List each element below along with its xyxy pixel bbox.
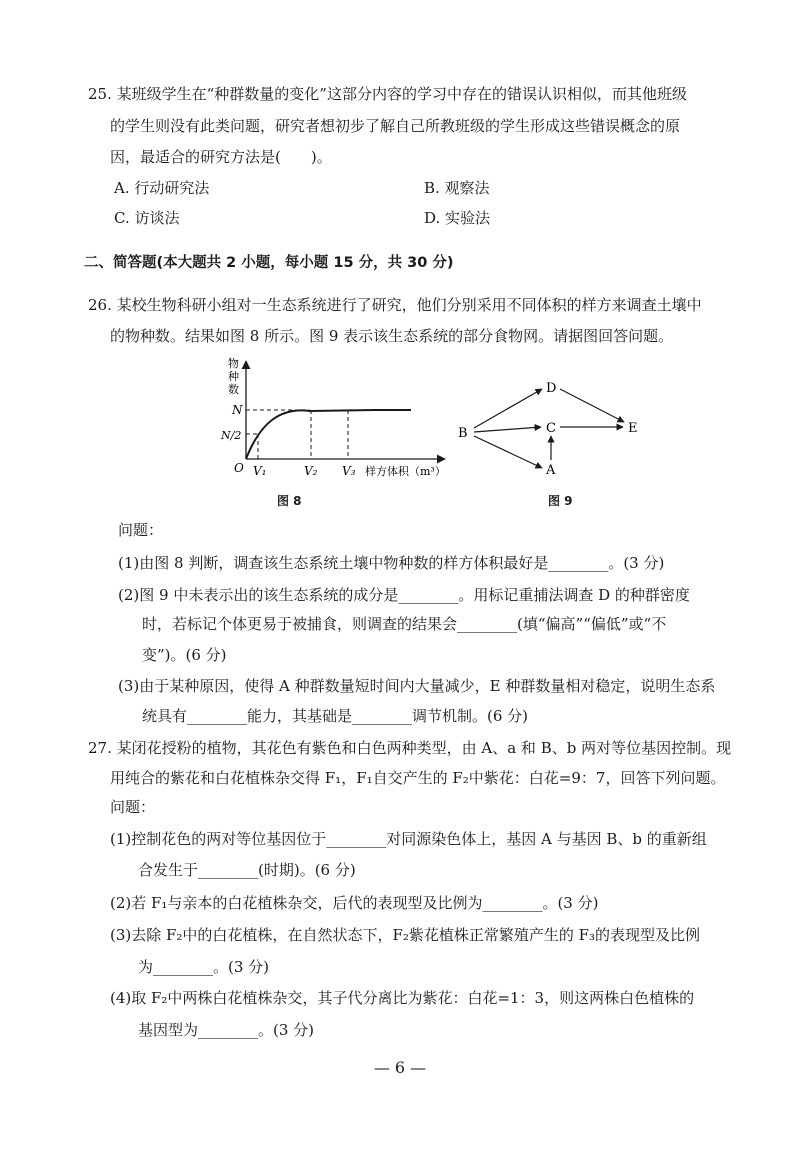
node-b: B bbox=[458, 426, 468, 441]
arrow-d-e bbox=[560, 389, 624, 422]
page-number: — 6 — bbox=[373, 1058, 427, 1077]
y-label-char-3: 数 bbox=[228, 383, 239, 396]
arrow-b-d bbox=[474, 389, 542, 428]
q25-option-c: C. 访谈法 bbox=[114, 209, 180, 227]
figure-8-caption: 图 8 bbox=[277, 494, 302, 508]
q25-option-a: A. 行动研究法 bbox=[114, 179, 210, 197]
node-c: C bbox=[546, 421, 556, 436]
q26-sub-1: (1)由图 8 判断，调查该生态系统土壤中物种数的样方体积最好是________。(3 分) bbox=[118, 554, 665, 572]
q25-line-2: 的学生则没有此类问题，研究者想初步了解自己所教班级的学生形成这些错误概念的原 bbox=[110, 117, 681, 135]
q27-sub-1-line-1: (1)控制花色的两对等位基因位于________对同源染色体上，基因 A 与基因 B、b 的重新组 bbox=[110, 830, 707, 848]
q27-sub-2: (2)若 F₁与亲本的白花植株杂交，后代的表现型及比例为________。(3 分) bbox=[110, 894, 599, 912]
q26-sub-2-line-2: 时，若标记个体更易于被捕食，则调查的结果会________(填“偏高”“偏低”或“不 bbox=[142, 615, 667, 633]
q27-line-2: 用纯合的紫花和白花植株杂交得 F₁，F₁自交产生的 F₂中紫花：白花=9：7，回答下列问题。 bbox=[110, 769, 726, 787]
figure-9-food-web bbox=[450, 372, 650, 482]
q26-sub-3-line-1: (3)由于某种原因，使得 A 种群数量短时间内大量减少，E 种群数量相对稳定，说明生态系 bbox=[118, 677, 716, 695]
x-tick-v3: V₃ bbox=[342, 464, 356, 478]
q27-line-1: 27. 某闭花授粉的植物，其花色有紫色和白色两种类型，由 A、a 和 B、b 两对等位基因控制。现 bbox=[88, 739, 732, 757]
node-a: A bbox=[546, 463, 556, 478]
q25-option-d: D. 实验法 bbox=[424, 209, 491, 227]
q27-sub-3-line-1: (3)去除 F₂中的白花植株，在自然状态下，F₂紫花植株正常繁殖产生的 F₃的表现型及比例 bbox=[110, 926, 701, 944]
y-tick-half-n: N/2 bbox=[221, 429, 242, 442]
q26-sub-2-line-1: (2)图 9 中未表示出的该生态系统的成分是________。用标记重捕法调查 D 的种群密度 bbox=[118, 586, 690, 604]
x-tick-v2: V₂ bbox=[304, 464, 318, 478]
q27-sub-3-line-2: 为________。(3 分) bbox=[138, 958, 270, 976]
q25-line-3: 因，最适合的研究方法是( )。 bbox=[110, 148, 332, 166]
q27-sub-4-line-1: (4)取 F₂中两株白花植株杂交，其子代分离比为紫花：白花=1：3，则这两株白色植株的 bbox=[110, 989, 695, 1007]
q27-sub-4-line-2: 基因型为________。(3 分) bbox=[138, 1021, 315, 1039]
y-tick-n: N bbox=[232, 403, 243, 417]
figure-9-caption: 图 9 bbox=[548, 494, 573, 508]
q26-line-1: 26. 某校生物科研小组对一生态系统进行了研究，他们分别采用不同体积的样方来调查土壤中 bbox=[88, 296, 702, 314]
q26-line-2: 的物种数。结果如图 8 所示。图 9 表示该生态系统的部分食物网。请据图回答问题。 bbox=[110, 327, 674, 345]
x-tick-v1: V₁ bbox=[253, 464, 267, 478]
arrow-b-c bbox=[474, 427, 541, 432]
species-curve bbox=[246, 410, 411, 459]
origin-label: O bbox=[234, 461, 244, 475]
y-label-char-2: 种 bbox=[228, 370, 239, 383]
x-axis-label: 样方体积（m³） bbox=[365, 465, 446, 478]
q26-sub-3-line-2: 统具有________能力，其基础是________调节机制。(6 分) bbox=[142, 707, 529, 725]
node-e: E bbox=[628, 421, 638, 436]
node-d: D bbox=[546, 381, 557, 396]
arrow-b-a bbox=[474, 436, 542, 468]
y-label-char-1: 物 bbox=[228, 357, 239, 370]
q25-option-b: B. 观察法 bbox=[424, 179, 490, 197]
figure-8-graph bbox=[215, 355, 460, 490]
q26-sub-2-line-3: 变”)。(6 分) bbox=[142, 646, 227, 664]
section-heading: 二、简答题(本大题共 2 小题，每小题 15 分，共 30 分) bbox=[84, 255, 454, 271]
q25-line-1: 25. 某班级学生在“种群数量的变化”这部分内容的学习中存在的错误认识相似，而其他班级 bbox=[88, 85, 687, 103]
q27-sub-1-line-2: 合发生于________(时期)。(6 分) bbox=[138, 861, 356, 879]
q26-wenti: 问题： bbox=[118, 521, 164, 539]
q27-wenti: 问题： bbox=[110, 798, 156, 816]
